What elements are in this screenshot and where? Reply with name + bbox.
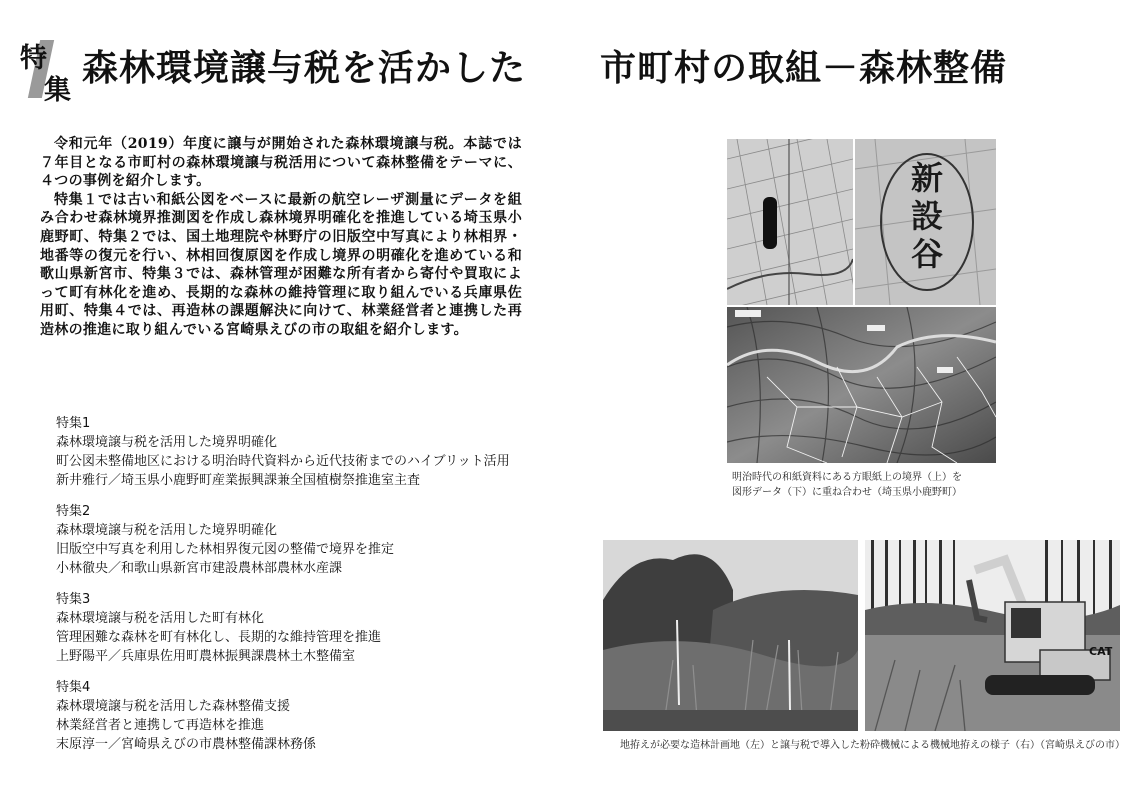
map-caption (732, 470, 962, 500)
feature-list (56, 414, 526, 766)
map-caption-line-1: 明治時代の和紙資料にある方眼紙上の境界（上）を (732, 472, 962, 483)
feature-theme: 森林環境譲与税を活用した境界明確化 (56, 435, 278, 450)
feature-label: 特集4 (56, 680, 91, 695)
feature-label: 特集3 (56, 592, 91, 607)
machine-site-prep-photo (865, 540, 1120, 731)
feature-author: 小林徹央／和歌山県新宮市建設農林部農林水産課 (56, 561, 343, 576)
feature-subtitle: 旧版空中写真を利用した林相界復元図の整備で境界を推定 (56, 542, 395, 557)
feature-subtitle: 林業経営者と連携して再造林を推進 (56, 718, 265, 733)
feature-item (56, 414, 526, 490)
feature-theme: 森林環境譲与税を活用した森林整備支援 (56, 699, 291, 714)
feature-badge (14, 34, 71, 106)
machine-brand-label: CAT (1089, 645, 1113, 658)
badge-char-2: 集 (44, 75, 71, 106)
page-title-right: 市町村の取組－森林整備 (600, 47, 1008, 89)
intro-paragraph-2: 特集１では古い和紙公図をベースに最新の航空レーザ測量にデータを組み合わせ森林境界推測図を作成し森林境界明確化を推進している埼玉県小鹿野町、特集２では、国土地理院や林野庁の旧版空中写真により林相界・地番等の復元を行い、林相回復原図を作成し境界の明確化を進めている和歌山県新宮市、特集３では、森林管理が困難な所有者から寄付や買取によって町有林化を進め、長期的な森林の維持管理に取り組んでいる兵庫県佐用町、特集４では、再造林の課題解決に向けて、林業経営者と連携した再造林の推進に取り組んでいる宮崎県えびの市の取組を紹介します。 (40, 191, 522, 338)
badge-char-1: 特 (20, 43, 47, 74)
feature-item (56, 502, 526, 578)
handwriting-zoom-scan (855, 139, 996, 305)
terrain-boundary-map (727, 307, 996, 463)
handwritten-label: 新設谷 (910, 159, 943, 273)
feature-author: 末原淳一／宮崎県えびの市農林整備課林務係 (56, 737, 317, 752)
feature-item (56, 590, 526, 666)
feature-label: 特集2 (56, 504, 91, 519)
planting-site-photo (603, 540, 858, 731)
map-caption-line-2: 図形データ（下）に重ね合わせ（埼玉県小鹿野町） (732, 487, 962, 498)
feature-subtitle: 町公図未整備地区における明治時代資料から近代技術までのハイブリット活用 (56, 454, 510, 469)
feature-author: 上野陽平／兵庫県佐用町農林振興課農林土木整備室 (56, 649, 356, 664)
photos-caption: 地拵えが必要な造林計画地（左）と譲与税で導入した粉砕機械による機械地拵えの様子（右）（宮崎県えびの市） (620, 740, 1125, 751)
feature-subtitle: 管理困難な森林を町有林化し、長期的な維持管理を推進 (56, 630, 382, 645)
historic-map-scan (727, 139, 853, 305)
intro-text (40, 135, 522, 340)
feature-label: 特集1 (56, 416, 91, 431)
page-title-left: 森林環境譲与税を活かした (82, 47, 527, 89)
feature-theme: 森林環境譲与税を活用した境界明確化 (56, 523, 278, 538)
feature-author: 新井雅行／埼玉県小鹿野町産業振興課兼全国植樹祭推進室主査 (56, 473, 421, 488)
intro-paragraph-1: 令和元年（2019）年度に譲与が開始された森林環境譲与税。本誌では７年目となる市町村の森林環境譲与税活用について森林整備をテーマに、４つの事例を紹介します。 (40, 136, 522, 190)
feature-theme: 森林環境譲与税を活用した町有林化 (56, 611, 265, 626)
feature-item (56, 678, 526, 754)
